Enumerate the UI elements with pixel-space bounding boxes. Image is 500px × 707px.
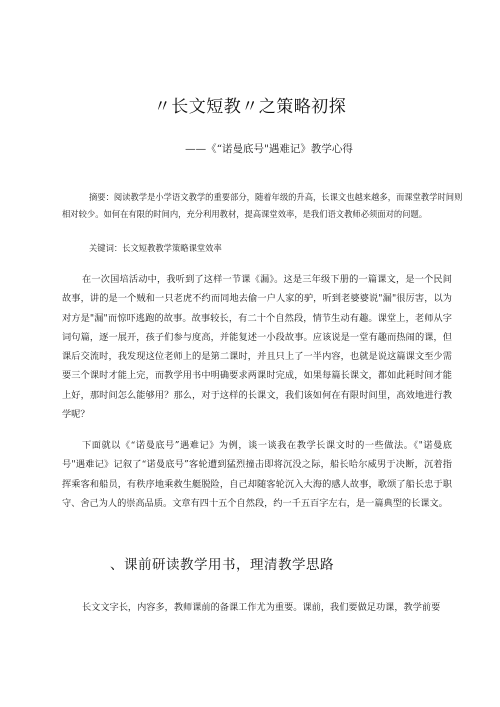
body-paragraph-2: 下面就以《“诺曼底号”遇难记》为例，谈一谈我在教学长课文时的一些做法。《"诺曼底号"遇难记》记叙了“诺曼底号”客轮遭到猛烈撞击即将沉没之际，船长哈尔威男于决断，沉着指挥乘客和船员，有秩序地乘救生艇脱险，自己却随客轮沉入大海的感人故事，歌颂了船长忠于职守、舍己为人的崇高品质。文章有四十五个自然段，约一千五百字左右，是一篇典型的长课文。	[62, 440, 452, 509]
section-heading: 、课前研读教学用书，理清教学思路	[110, 557, 334, 573]
document-title: 〃长文短教〃之策略初探	[153, 97, 347, 117]
abstract-paragraph: 摘要：阅读教学是小学语文教学的重要部分，随着年级的升高，长课文也越来越多，而课堂教学时间则相对较少。如何在有限的时间内，充分利用教材，提高课堂效率，是我们语文教师必须面对的问题。	[62, 192, 463, 219]
keywords-line: 关键词：长文短教教学策略课堂效率	[89, 243, 222, 253]
body-paragraph-3: 长文文字长，内容多，教师课前的备课工作尤为重要。课前，我们要做足功课，教学前要	[82, 602, 441, 613]
body-paragraph-1: 在一次国培活动中，我听到了这样一节课《漏》。这是三年级下册的一篇课文，是一个民间故事，讲的是一个贼和一只老虎不约而同地去偷一户人家的驴，听到老婆婆说"漏"很厉害，以为对方是"漏"而惊吓逃跑的故事。故事较长，有二十个自然段，情节生动有趣。课堂上，老师从字词句篇，逐一展开，孩子们参与度高，并能复述一小段故事。应该说是一堂有趣而热闹的课，但课后交流时，我发现这位老师上的是第二课时，并且只上了一半内容，也就是说这篇课文至少需要三个课时才能上完，而教学用书中明确要求两课时完成，如果每篇长课文，都如此耗时间才能上好，那时间怎么能够用？那么，对于这样的长课文，我们该如何在有限时间里，高效地进行教学呢？	[62, 274, 452, 421]
document-subtitle: ——《“诺曼底号"遇难记》教学心得	[185, 143, 353, 155]
